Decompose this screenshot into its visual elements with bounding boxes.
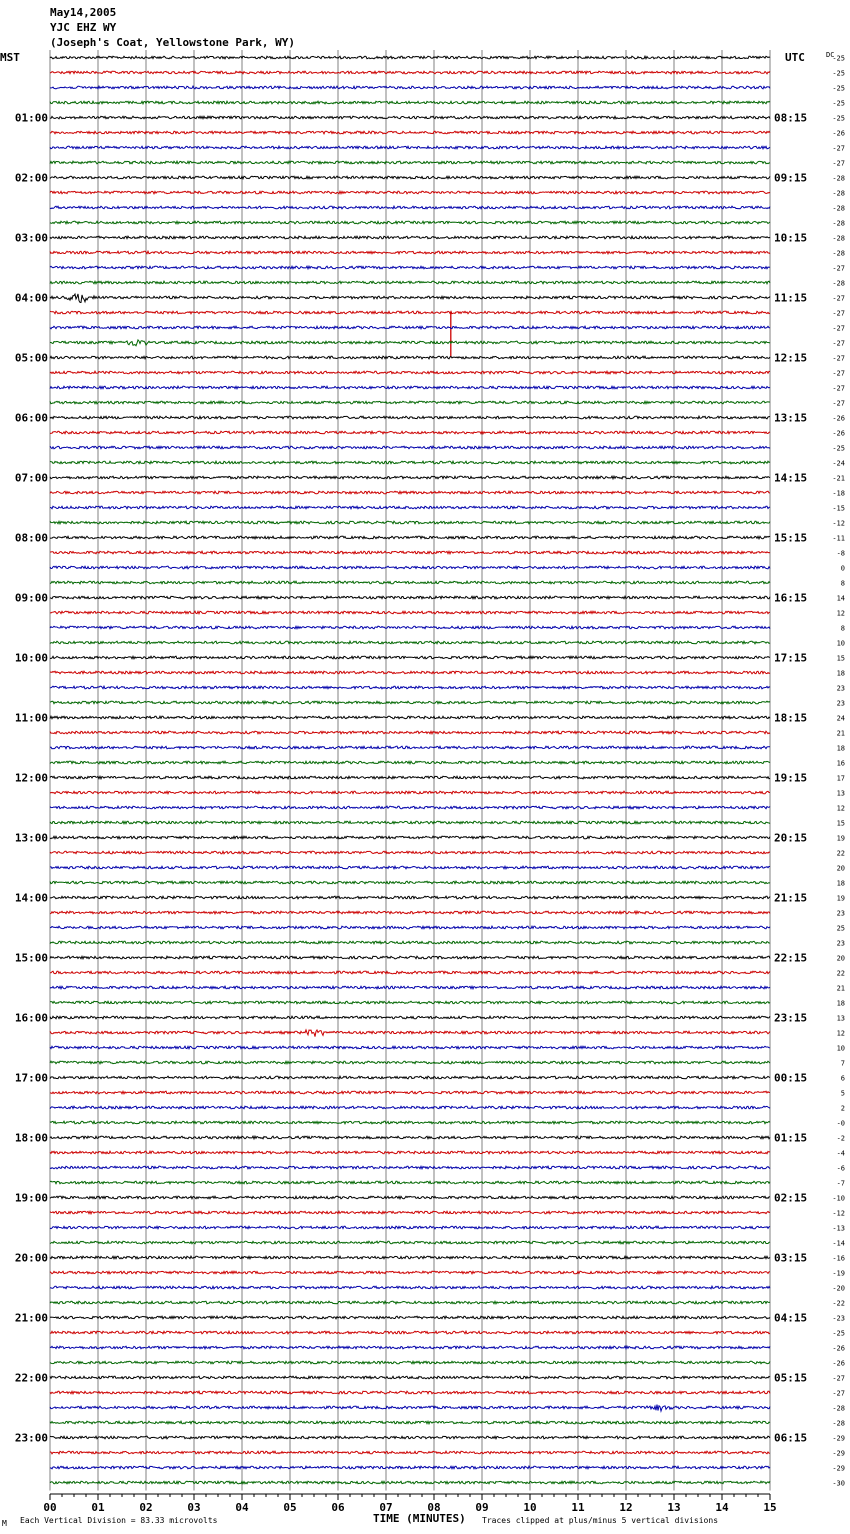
dc-offset-label: 21: [836, 984, 845, 993]
utc-hour-label: 05:15: [774, 1371, 808, 1385]
header-date: May14,2005: [50, 6, 117, 19]
mst-hour-label: 11:00: [14, 711, 48, 725]
dc-offset-label: -26: [832, 129, 845, 138]
dc-offset-label: 10: [836, 1044, 845, 1053]
mst-hour-label: 17:00: [14, 1071, 48, 1085]
dc-offset-label: -30: [832, 1479, 845, 1488]
x-tick-label: 01: [91, 1501, 105, 1514]
dc-offset-label: 10: [836, 639, 845, 648]
scale-note: Each Vertical Division = 83.33 microvolts: [20, 1516, 218, 1525]
dc-offset-label: -0: [836, 1119, 845, 1128]
dc-offset-label: 0: [840, 564, 845, 573]
utc-hour-label: 20:15: [774, 831, 808, 845]
mst-hour-label: 23:00: [14, 1431, 48, 1445]
dc-offset-label: 19: [836, 894, 845, 903]
utc-hour-label: 21:15: [774, 891, 808, 905]
dc-offset-label: 8: [840, 624, 845, 633]
dc-offset-label: 12: [836, 609, 845, 618]
mst-hour-label: 12:00: [14, 771, 48, 785]
utc-hour-label: 19:15: [774, 771, 808, 785]
dc-offset-label: -12: [832, 1209, 845, 1218]
dc-offset-label: 5: [840, 1089, 845, 1098]
dc-offset-label: -27: [832, 354, 845, 363]
mst-hour-label: 03:00: [14, 231, 48, 245]
dc-offset-label: 25: [836, 924, 845, 933]
dc-offset-label: 18: [836, 669, 845, 678]
x-tick-label: 13: [667, 1501, 681, 1514]
dc-offset-label: -21: [832, 474, 845, 483]
dc-offset-label: -28: [832, 1419, 845, 1428]
utc-hour-label: 06:15: [774, 1431, 808, 1445]
dc-offset-label: -4: [836, 1149, 845, 1158]
x-tick-label: 09: [475, 1501, 489, 1514]
dc-offset-label: 24: [836, 714, 845, 723]
utc-hour-label: 22:15: [774, 951, 808, 965]
dc-offset-label: 15: [836, 819, 845, 828]
corner-mark: M: [2, 1519, 7, 1528]
dc-offset-label: -25: [832, 99, 845, 108]
dc-offset-label: -26: [832, 1359, 845, 1368]
dc-offset-label: -29: [832, 1464, 845, 1473]
x-tick-label: 00: [43, 1501, 57, 1514]
dc-offset-label: -16: [832, 1254, 845, 1263]
dc-offset-label: -10: [832, 1194, 845, 1203]
x-tick-label: 14: [715, 1501, 729, 1514]
dc-offset-label: 6: [840, 1074, 845, 1083]
dc-offset-label: -26: [832, 429, 845, 438]
header-location: (Joseph's Coat, Yellowstone Park, WY): [50, 36, 296, 49]
utc-hour-label: 04:15: [774, 1311, 808, 1325]
dc-offset-label: -2: [836, 1134, 845, 1143]
dc-offset-label: -25: [832, 84, 845, 93]
dc-offset-label: -25: [832, 54, 845, 63]
dc-offset-label: -6: [836, 1164, 845, 1173]
dc-offset-label: -22: [832, 1299, 845, 1308]
utc-hour-label: 11:15: [774, 291, 808, 305]
x-tick-label: 08: [427, 1501, 441, 1514]
dc-offset-label: 23: [836, 699, 845, 708]
utc-hour-label: 16:15: [774, 591, 808, 605]
x-tick-label: 06: [331, 1501, 345, 1514]
dc-offset-label: -27: [832, 144, 845, 153]
dc-title: DC: [826, 51, 835, 59]
utc-hour-label: 23:15: [774, 1011, 808, 1025]
mst-hour-label: 05:00: [14, 351, 48, 365]
x-tick-label: 02: [139, 1501, 153, 1514]
dc-offset-label: -28: [832, 279, 845, 288]
dc-offset-label: 12: [836, 1029, 845, 1038]
dc-offset-label: 23: [836, 909, 845, 918]
header-station: YJC EHZ WY: [50, 21, 117, 34]
x-tick-label: 15: [763, 1501, 777, 1514]
dc-offset-label: 20: [836, 954, 845, 963]
utc-hour-label: 10:15: [774, 231, 808, 245]
x-tick-label: 10: [523, 1501, 537, 1514]
dc-offset-label: -14: [832, 1239, 845, 1248]
dc-offset-label: -27: [832, 294, 845, 303]
mst-hour-label: 04:00: [14, 291, 48, 305]
dc-offset-label: 23: [836, 939, 845, 948]
dc-offset-label: -27: [832, 399, 845, 408]
mst-hour-label: 18:00: [14, 1131, 48, 1145]
dc-offset-label: -28: [832, 204, 845, 213]
utc-hour-label: 18:15: [774, 711, 808, 725]
dc-offset-label: -28: [832, 189, 845, 198]
dc-offset-label: -8: [836, 549, 845, 558]
dc-offset-label: 2: [840, 1104, 845, 1113]
dc-offset-label: 19: [836, 834, 845, 843]
dc-offset-label: -28: [832, 219, 845, 228]
x-tick-label: 03: [187, 1501, 201, 1514]
dc-offset-label: 18: [836, 999, 845, 1008]
dc-offset-label: -19: [832, 1269, 845, 1278]
x-tick-label: 05: [283, 1501, 297, 1514]
mst-hour-label: 22:00: [14, 1371, 48, 1385]
dc-offset-label: -27: [832, 1374, 845, 1383]
dc-offset-label: 13: [836, 789, 845, 798]
x-tick-label: 07: [379, 1501, 393, 1514]
dc-offset-label: 22: [836, 849, 845, 858]
dc-offset-label: 16: [836, 759, 845, 768]
mst-hour-label: 19:00: [14, 1191, 48, 1205]
dc-offset-label: 15: [836, 654, 845, 663]
utc-hour-label: 17:15: [774, 651, 808, 665]
dc-offset-label: 7: [840, 1059, 845, 1068]
dc-offset-label: -23: [832, 1314, 845, 1323]
mst-hour-label: 14:00: [14, 891, 48, 905]
dc-offset-label: -29: [832, 1449, 845, 1458]
mst-hour-label: 02:00: [14, 171, 48, 185]
clip-note: Traces clipped at plus/minus 5 vertical divisions: [482, 1516, 719, 1525]
dc-offset-label: -27: [832, 369, 845, 378]
dc-offset-label: -25: [832, 114, 845, 123]
utc-hour-label: 15:15: [774, 531, 808, 545]
mst-hour-label: 09:00: [14, 591, 48, 605]
dc-offset-label: 8: [840, 579, 845, 588]
mst-hour-label: 13:00: [14, 831, 48, 845]
dc-offset-label: -27: [832, 264, 845, 273]
utc-hour-label: 01:15: [774, 1131, 808, 1145]
dc-offset-label: -26: [832, 1344, 845, 1353]
dc-offset-label: 12: [836, 804, 845, 813]
dc-offset-label: -27: [832, 1389, 845, 1398]
dc-offset-label: 21: [836, 729, 845, 738]
dc-offset-label: -24: [832, 459, 845, 468]
mst-hour-label: 08:00: [14, 531, 48, 545]
dc-offset-label: -27: [832, 309, 845, 318]
dc-offset-label: -26: [832, 414, 845, 423]
mst-hour-label: 15:00: [14, 951, 48, 965]
dc-offset-label: -25: [832, 69, 845, 78]
dc-offset-label: -27: [832, 384, 845, 393]
dc-offset-label: -25: [832, 1329, 845, 1338]
mst-hour-label: 21:00: [14, 1311, 48, 1325]
mst-hour-label: 07:00: [14, 471, 48, 485]
utc-hour-label: 02:15: [774, 1191, 808, 1205]
dc-offset-label: -27: [832, 324, 845, 333]
utc-hour-label: 13:15: [774, 411, 808, 425]
dc-offset-label: 22: [836, 969, 845, 978]
utc-hour-label: 14:15: [774, 471, 808, 485]
dc-offset-label: 20: [836, 864, 845, 873]
dc-offset-label: -28: [832, 1404, 845, 1413]
dc-offset-label: -13: [832, 1224, 845, 1233]
dc-offset-label: -11: [832, 534, 845, 543]
dc-offset-label: -15: [832, 504, 845, 513]
x-tick-label: 12: [619, 1501, 633, 1514]
dc-offset-label: -29: [832, 1434, 845, 1443]
mst-hour-label: 20:00: [14, 1251, 48, 1265]
mst-hour-label: 06:00: [14, 411, 48, 425]
utc-hour-label: 09:15: [774, 171, 808, 185]
dc-offset-label: -28: [832, 249, 845, 258]
dc-offset-label: -27: [832, 159, 845, 168]
dc-offset-label: 14: [836, 594, 845, 603]
utc-hour-label: 03:15: [774, 1251, 808, 1265]
left-axis-title: MST: [0, 51, 20, 64]
dc-offset-label: -12: [832, 519, 845, 528]
utc-hour-label: 12:15: [774, 351, 808, 365]
mst-hour-label: 16:00: [14, 1011, 48, 1025]
dc-offset-label: -27: [832, 339, 845, 348]
mst-hour-label: 01:00: [14, 111, 48, 125]
dc-offset-label: 17: [836, 774, 845, 783]
dc-offset-label: -7: [836, 1179, 845, 1188]
dc-offset-label: 23: [836, 684, 845, 693]
utc-hour-label: 00:15: [774, 1071, 808, 1085]
dc-offset-label: -20: [832, 1284, 845, 1293]
x-axis-title: TIME (MINUTES): [373, 1512, 466, 1525]
dc-offset-label: 13: [836, 1014, 845, 1023]
dc-offset-label: -25: [832, 444, 845, 453]
x-tick-label: 04: [235, 1501, 249, 1514]
dc-offset-label: -18: [832, 489, 845, 498]
utc-hour-label: 08:15: [774, 111, 808, 125]
dc-offset-label: -28: [832, 234, 845, 243]
x-tick-label: 11: [571, 1501, 585, 1514]
dc-offset-label: 18: [836, 879, 845, 888]
right-axis-title: UTC: [785, 51, 805, 64]
mst-hour-label: 10:00: [14, 651, 48, 665]
dc-offset-label: -28: [832, 174, 845, 183]
dc-offset-label: 18: [836, 744, 845, 753]
